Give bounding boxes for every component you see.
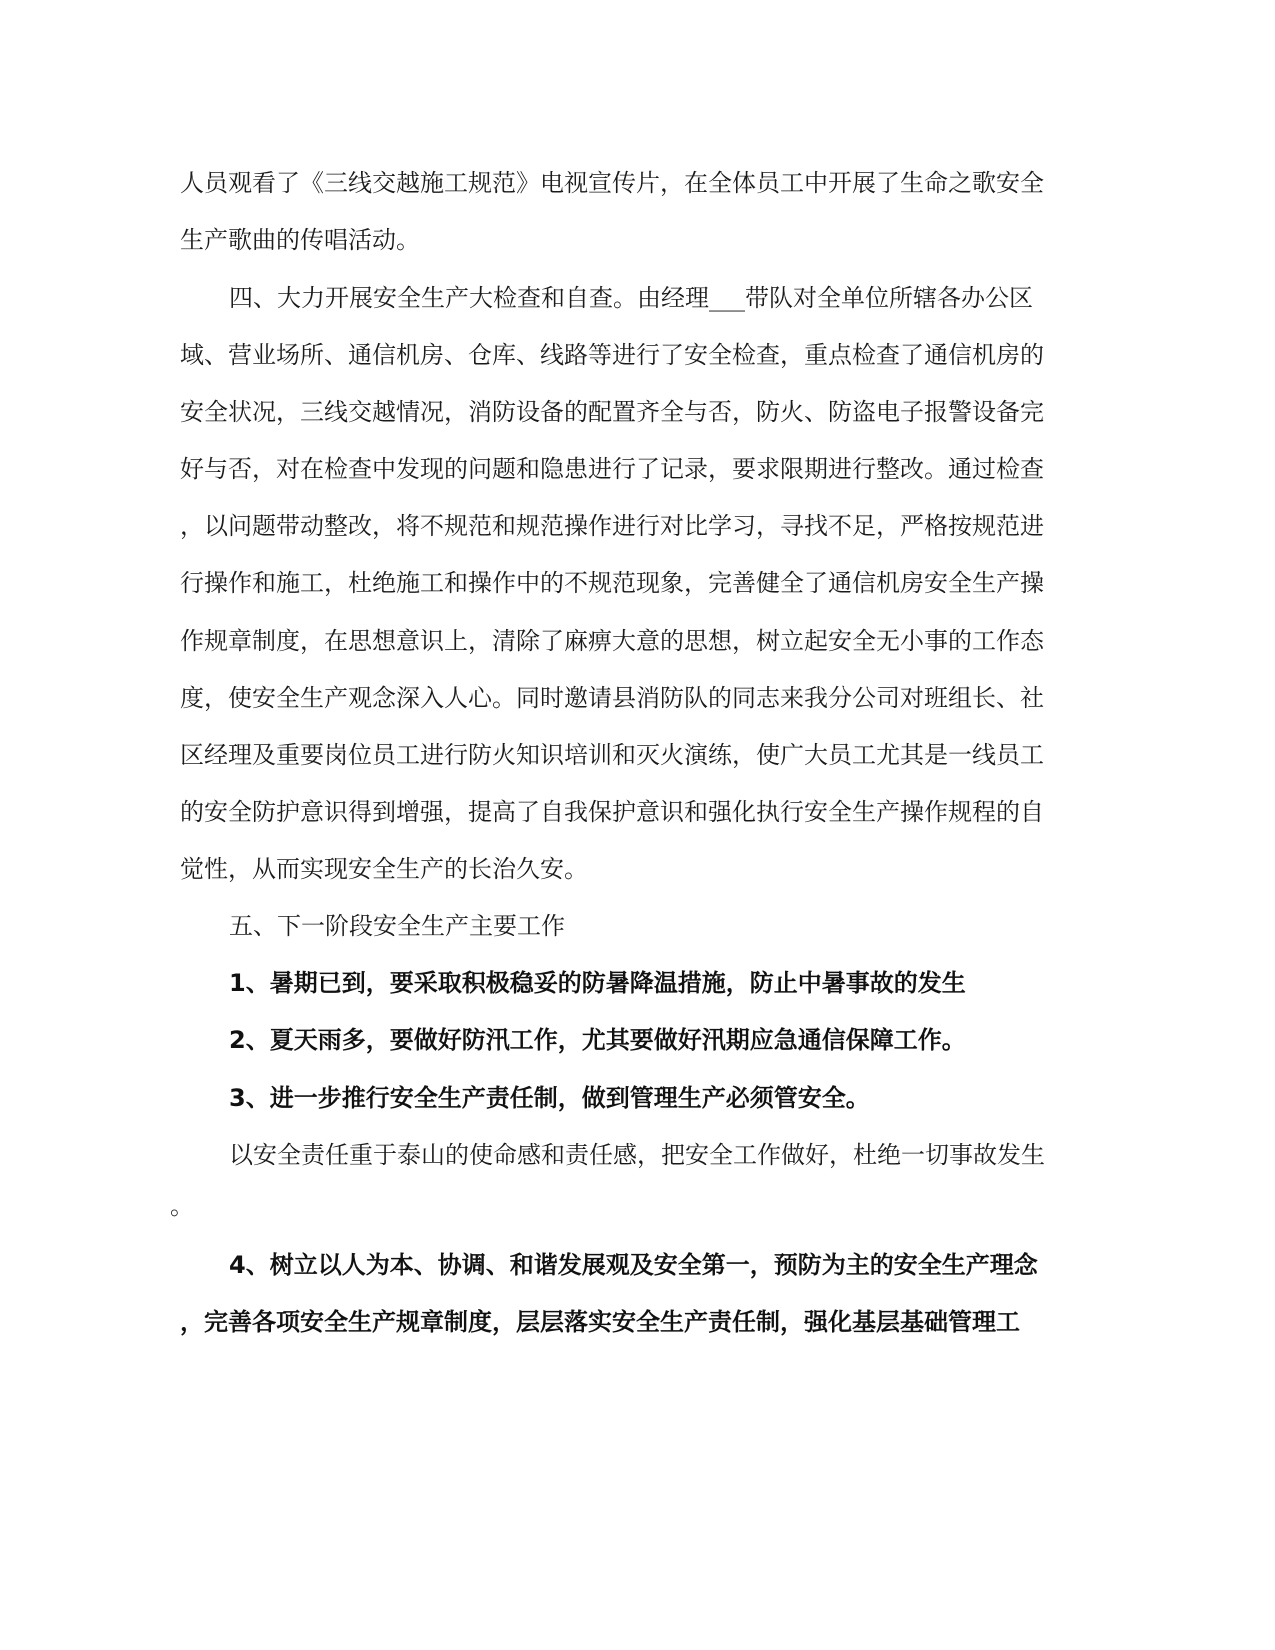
text-line: 好与否，对在检查中发现的问题和隐患进行了记录，要求限期进行整改。通过检查 bbox=[180, 455, 1044, 483]
section-heading: 五、下一阶段安全生产主要工作 bbox=[229, 912, 565, 940]
text-line: 以安全责任重于泰山的使命感和责任感，把安全工作做好，杜绝一切事故发生 bbox=[229, 1141, 1045, 1169]
text-line: 的安全防护意识得到增强，提高了自我保护意识和强化执行安全生产操作规程的自 bbox=[180, 798, 1044, 826]
text-line: 生产歌曲的传唱活动。 bbox=[180, 226, 420, 254]
text-line: 人员观看了《三线交越施工规范》电视宣传片，在全体员工中开展了生命之歌安全 bbox=[180, 169, 1044, 197]
text-line: 作规章制度，在思想意识上，清除了麻痹大意的思想，树立起安全无小事的工作态 bbox=[180, 627, 1044, 655]
text-line: 域、营业场所、通信机房、仓库、线路等进行了安全检查，重点检查了通信机房的 bbox=[180, 341, 1044, 369]
list-item: 3、进一步推行安全生产责任制，做到管理生产必须管安全。 bbox=[229, 1084, 870, 1112]
text-line: 。 bbox=[170, 1192, 194, 1220]
text-line: 觉性，从而实现安全生产的长治久安。 bbox=[180, 855, 588, 883]
list-item: 4、树立以人为本、协调、和谐发展观及安全第一，预防为主的安全生产理念 bbox=[229, 1251, 1038, 1279]
text-line: 行操作和施工，杜绝施工和操作中的不规范现象，完善健全了通信机房安全生产操 bbox=[180, 569, 1044, 597]
text-line: 度，使安全生产观念深入人心。同时邀请县消防队的同志来我分公司对班组长、社 bbox=[180, 684, 1044, 712]
text-line: 区经理及重要岗位员工进行防火知识培训和灭火演练，使广大员工尤其是一线员工 bbox=[180, 741, 1044, 769]
text-line: ，以问题带动整改，将不规范和规范操作进行对比学习，寻找不足，严格按规范进 bbox=[180, 512, 1044, 540]
text-line: 四、大力开展安全生产大检查和自查。由经理___带队对全单位所辖各办公区 bbox=[229, 284, 1033, 312]
list-item: 1、暑期已到，要采取积极稳妥的防暑降温措施，防止中暑事故的发生 bbox=[229, 969, 966, 997]
list-item: ，完善各项安全生产规章制度，层层落实安全生产责任制，强化基层基础管理工 bbox=[180, 1308, 1020, 1336]
text-line: 安全状况，三线交越情况，消防设备的配置齐全与否，防火、防盗电子报警设备完 bbox=[180, 398, 1044, 426]
list-item: 2、夏天雨多，要做好防汛工作，尤其要做好汛期应急通信保障工作。 bbox=[229, 1026, 966, 1054]
